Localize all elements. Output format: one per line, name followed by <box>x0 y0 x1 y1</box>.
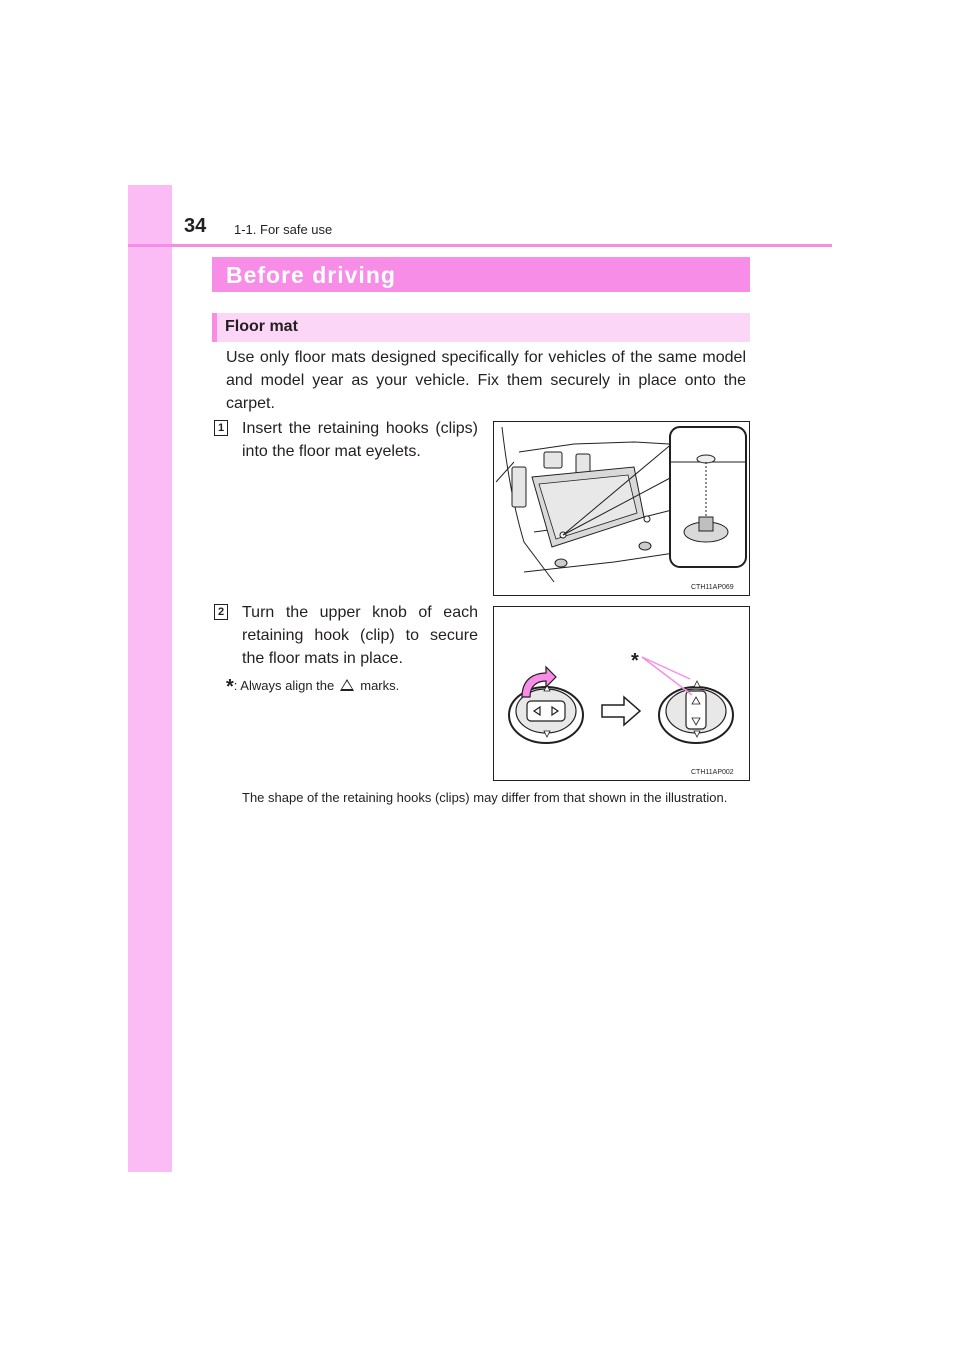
page-number: 34 <box>184 215 207 237</box>
figure-star: * <box>631 650 639 672</box>
step-2-badge: 2 <box>214 604 228 620</box>
step-1-badge: 1 <box>214 420 228 436</box>
triangle-mark-icon <box>340 679 354 691</box>
intro-paragraph: Use only floor mats designed specifically for vehicles of the same model and model year as your vehicle. Fix them securely in place onto the carpet. <box>226 349 746 412</box>
clip-turn-drawing <box>494 607 749 780</box>
figure-2-code: CTH11AP002 <box>691 769 734 776</box>
floor-mat-illustration <box>493 421 750 596</box>
note-text-after: marks. <box>360 678 400 693</box>
note-text-before: : Always align the <box>233 678 335 693</box>
subtitle: Floor mat <box>225 318 298 335</box>
subtitle-accent <box>212 313 217 342</box>
title-bar <box>212 257 750 292</box>
step-1-text: Insert the retaining hooks (clips) into the floor mat eyelets. <box>242 420 478 460</box>
step-2-text: Turn the upper knob of each retaining hook (clip) to secure the floor mats in place. <box>242 604 478 667</box>
footnote: The shape of the retaining hooks (clips) may differ from that shown in the illustration. <box>242 790 728 805</box>
note-symbol: * <box>226 676 234 698</box>
subtitle-bar <box>212 313 750 342</box>
figure-1-code: CTH11AP069 <box>691 584 734 591</box>
sidebar-tab <box>128 185 172 1172</box>
clip-turn-illustration <box>493 606 750 781</box>
page-title: Before driving <box>226 262 396 288</box>
section-label: 1-1. For safe use <box>234 222 333 237</box>
floor-mat-drawing <box>494 422 749 595</box>
header-rule <box>128 244 832 247</box>
note <box>226 676 399 699</box>
